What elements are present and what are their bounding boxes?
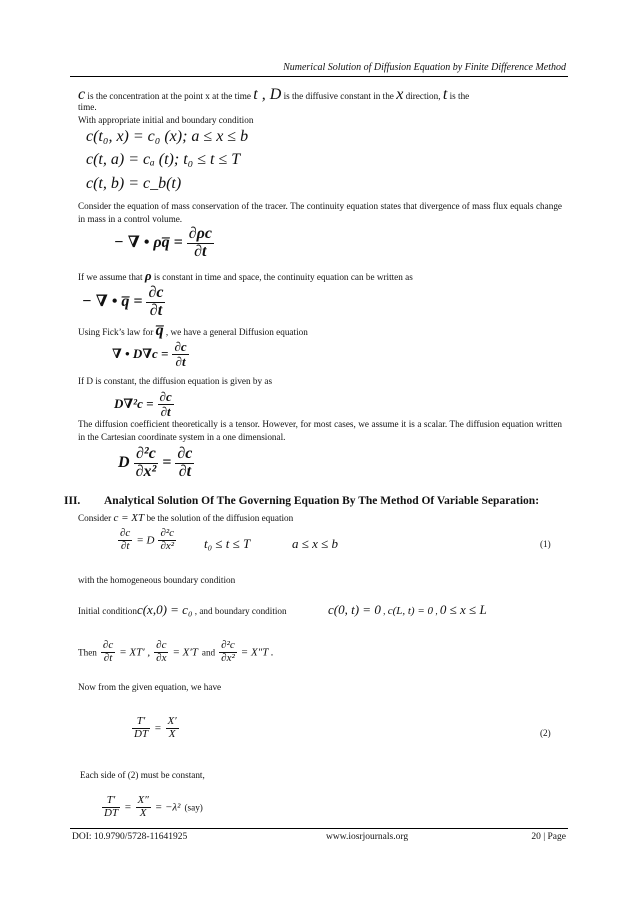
- bc-comma: ,: [433, 606, 440, 616]
- fick-intro: [78, 322, 308, 340]
- eq2-tag: (2): [540, 728, 551, 738]
- bc-range: 0 ≤ x ≤ L: [439, 602, 487, 617]
- intro-line-2: time.: [78, 102, 97, 112]
- symbol-rho: ρ: [144, 268, 152, 283]
- continuity-eq-fraction: [146, 285, 165, 320]
- now-line: Now from the given equation, we have: [78, 682, 222, 692]
- then-line: [78, 640, 274, 664]
- equation-3: [102, 795, 203, 819]
- fick-eq-den: ∂t: [175, 353, 186, 369]
- one-d-eq-num2: ∂c: [177, 445, 193, 462]
- eq2-den2: X: [168, 727, 176, 740]
- eq3-den1: DT: [104, 806, 119, 819]
- mass-eq-lhs: − ∇ • ρq̅ =: [114, 233, 183, 251]
- footer-site: www.iosrjournals.org: [326, 832, 409, 842]
- homogeneous-line: with the homogeneous boundary condition: [78, 575, 236, 585]
- one-d-eq-frac2: [175, 446, 194, 481]
- eq1-frac1: [118, 528, 132, 552]
- d-constant-eq-lhs: D∇²c =: [114, 395, 154, 411]
- one-d-equation: [118, 446, 194, 481]
- ic-text-a: Initial condition: [78, 606, 137, 616]
- eq2-frac1: [132, 716, 150, 740]
- consider-line: [78, 512, 293, 524]
- bc-equations: [328, 602, 487, 618]
- eq3-num1: T′: [102, 795, 120, 808]
- symbol-c: c: [78, 86, 86, 103]
- one-d-eq-frac1: [134, 446, 159, 481]
- symbol-x: x: [396, 86, 404, 103]
- then-frac3: [219, 640, 237, 664]
- fick-eq-lhs: ∇ • D∇c =: [112, 345, 169, 361]
- eq1-den1: ∂t: [120, 539, 130, 552]
- then-den1: ∂t: [103, 651, 113, 664]
- fick-eq-fraction: [172, 340, 188, 368]
- continuity-eq-lhs: − ∇ • q̅ =: [82, 292, 143, 310]
- then-r1: = XT′ ,: [119, 646, 151, 659]
- intro-text-b: is the diffusive constant in the: [281, 91, 397, 101]
- d-constant-eq-num: ∂c: [159, 389, 172, 404]
- mass-equation: [114, 226, 214, 261]
- tensor-paragraph: The diffusion coefficient theoretically is a tensor. However, for most cases, we assume it is a scalar. The diffusion equation written in the Cartesian coordinate system in a one dimensional.: [78, 419, 562, 442]
- one-d-eq-D: D: [118, 453, 130, 471]
- boundary-eq-b: c(t, b) = c_b(t): [86, 175, 182, 192]
- intro-text-a: is the concentration at the point x at the time: [85, 91, 254, 101]
- eq3-say: (say): [184, 802, 203, 813]
- eq3-den2: X: [139, 806, 147, 819]
- fick-text-a: Using Fick’s law for: [78, 327, 156, 337]
- intro-text-c: direction,: [403, 91, 443, 101]
- mass-eq-num: ∂ρc: [188, 225, 212, 242]
- eq3-frac2: [136, 795, 151, 819]
- bc-sep: ,: [380, 606, 388, 616]
- eq2-equals: =: [154, 722, 162, 735]
- continuity-eq-den: ∂t: [149, 301, 163, 319]
- continuity-eq-num: ∂c: [148, 284, 164, 301]
- then-r2: = X′T: [172, 646, 198, 659]
- one-d-eq-num1: ∂²c: [134, 446, 159, 464]
- continuity-text-b: is constant in time and space, the continuity equation can be written as: [151, 272, 413, 282]
- one-d-eq-den2: ∂t: [178, 462, 192, 480]
- intro-line: [78, 86, 469, 104]
- section-number: III.: [64, 495, 81, 507]
- eq2-num1: T′: [132, 716, 150, 729]
- then-and: and: [201, 647, 216, 658]
- eq3-num2: X″: [137, 794, 149, 806]
- eq1-num2: ∂²c: [160, 527, 175, 539]
- eq3-equals: =: [124, 801, 132, 814]
- symbol-t2: t: [442, 86, 448, 103]
- d-constant-eq-fraction: [158, 390, 174, 418]
- mass-conservation-paragraph: Consider the equation of mass conservation of the tracer. The continuity equation states that divergence of mass flux equals change in mass in a control volume.: [78, 201, 562, 224]
- eq1-range-t: t₀ ≤ t ≤ T: [204, 536, 251, 551]
- then-num3: ∂²c: [221, 639, 235, 651]
- eq2-frac2: [166, 716, 179, 740]
- consider-text-b: be the solution of the diffusion equation: [144, 513, 294, 523]
- each-side-line: Each side of (2) must be constant,: [80, 770, 205, 780]
- eq1-den2: ∂x²: [160, 539, 175, 552]
- symbol-D: , D: [257, 86, 282, 103]
- footer-rule: [70, 828, 568, 829]
- ic-eq: c(x,0) = c₀: [136, 602, 193, 617]
- then-num2: ∂c: [156, 639, 167, 651]
- fick-text-b: , we have a general Diffusion equation: [163, 327, 308, 337]
- then-num1: ∂c: [102, 639, 114, 651]
- then-den3: ∂x²: [221, 651, 235, 664]
- eq3-frac1: [102, 795, 120, 819]
- footer-doi: DOI: 10.9790/5728-11641925: [72, 832, 188, 842]
- bc-eq1: c(0, t) = 0: [328, 602, 381, 617]
- eq1-frac2: [158, 528, 176, 552]
- eq1-num1: ∂c: [120, 527, 131, 539]
- running-title: Numerical Solution of Diffusion Equation by Finite Difference Method: [283, 62, 566, 73]
- continuity-text-a: If we assume that: [78, 272, 145, 282]
- eq2-den1: DT: [134, 727, 149, 740]
- eq1-mid: = D: [136, 534, 155, 547]
- eq2-num2: X′: [167, 715, 177, 727]
- equation-2: [132, 716, 179, 740]
- equation-1: [118, 528, 176, 552]
- initial-condition-eq: c(t₀, x) = c₀ (x); a ≤ x ≤ b: [86, 128, 249, 145]
- continuity-equation: [82, 285, 165, 320]
- then-frac1: [101, 640, 115, 664]
- d-constant-eq-den: ∂t: [160, 403, 171, 419]
- section-title: Analytical Solution Of The Governing Equation By The Method Of Variable Separation:: [104, 495, 540, 507]
- boundary-intro: With appropriate initial and boundary condition: [78, 115, 254, 125]
- intro-text-d: is the: [447, 91, 470, 101]
- d-constant-intro: If D is constant, the diffusion equation is given by as: [78, 376, 273, 386]
- d-constant-equation: [114, 390, 174, 418]
- then-frac2: [154, 640, 168, 664]
- ic-bc-line: [78, 602, 287, 618]
- symbol-q: q̅: [155, 322, 164, 339]
- mass-eq-den: ∂t: [194, 242, 207, 260]
- mass-eq-fraction: [187, 226, 214, 261]
- symbol-t: t: [253, 86, 258, 103]
- fick-equation: [112, 340, 189, 368]
- one-d-eq-den1: ∂x²: [135, 462, 157, 480]
- eq1-tag: (1): [540, 539, 551, 549]
- fick-eq-num: ∂c: [174, 339, 187, 354]
- bc-eq2: c(L, t) = 0: [387, 605, 434, 617]
- continuity-intro: [78, 268, 413, 284]
- boundary-eq-a: c(t, a) = cₐ (t); t₀ ≤ t ≤ T: [86, 151, 241, 168]
- footer-page: 20 | Page: [531, 832, 566, 842]
- consider-eq: c = XT: [113, 512, 145, 524]
- eq1-range-x: a ≤ x ≤ b: [292, 536, 339, 551]
- then-text: Then: [78, 647, 97, 658]
- header-rule: [70, 76, 568, 77]
- consider-text-a: Consider: [78, 513, 114, 523]
- eq3-tail: = −λ²: [154, 801, 181, 814]
- then-r3: = X″T .: [240, 646, 274, 659]
- then-den2: ∂x: [156, 651, 167, 664]
- ic-text-b: , and boundary condition: [192, 606, 287, 616]
- one-d-eq-equals: =: [162, 453, 172, 471]
